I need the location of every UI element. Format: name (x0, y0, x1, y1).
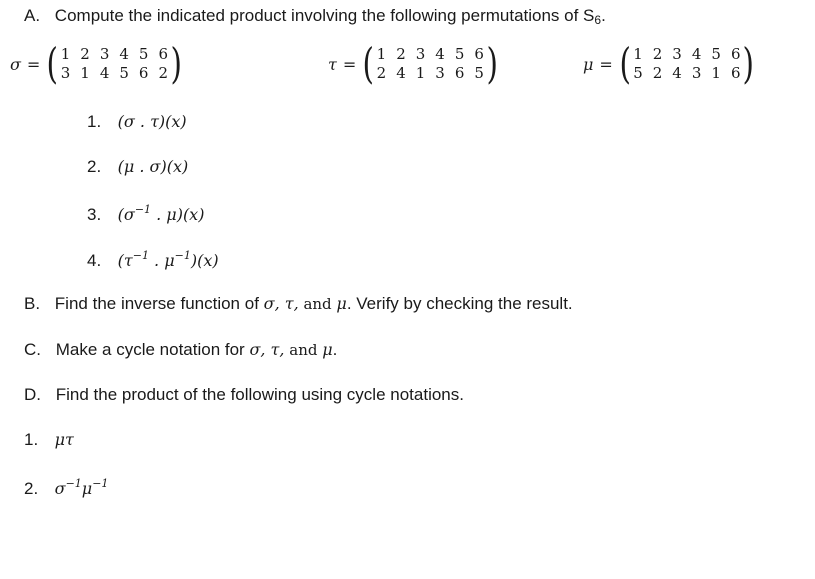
d-item-2 (24, 477, 108, 499)
section-c-tail: . (332, 340, 338, 359)
section-b-and: and (298, 295, 337, 313)
a-item-expression: (σ . τ)(x) (117, 112, 187, 131)
cell: 3 (99, 45, 110, 63)
tau-symbol: τ (328, 54, 337, 74)
permutation-tau (328, 39, 500, 88)
cell: 4 (435, 45, 445, 63)
cell: 6 (730, 45, 741, 63)
cell: 1 (711, 64, 721, 82)
section-b-math: σ, τ, (263, 294, 299, 313)
cell: 4 (672, 64, 682, 82)
mu-matrix (633, 45, 740, 83)
section-d (24, 385, 464, 405)
right-paren: ) (486, 39, 498, 88)
cell: 2 (652, 45, 663, 63)
section-c-text: Make a cycle notation for (55, 340, 250, 359)
section-d-label: D. (24, 385, 41, 404)
superscript: −1 (92, 477, 109, 490)
cell: 5 (454, 45, 465, 63)
cell: 2 (80, 45, 90, 63)
cell: 4 (99, 64, 110, 82)
cell: 5 (633, 64, 643, 82)
section-a-label: A. (24, 6, 41, 25)
a-item-expression (118, 251, 219, 270)
right-paren: ) (170, 39, 182, 88)
section-b-tail: . Verify by checking the result. (346, 294, 573, 313)
cell: 2 (376, 64, 387, 82)
d-item-expression: μτ (54, 430, 74, 449)
cell: 1 (60, 45, 71, 63)
cell: 2 (652, 64, 663, 82)
section-d-text: Find the product of the following using cycle notations. (55, 385, 464, 404)
cell: 6 (158, 45, 168, 63)
mu-symbol: μ (583, 54, 594, 74)
cell: 6 (138, 64, 149, 82)
a-item-number: 1. (87, 112, 102, 131)
cell: 1 (633, 45, 643, 63)
section-b-math2: μ (336, 294, 347, 313)
tau-matrix (377, 45, 484, 83)
cell: 5 (711, 45, 721, 63)
cell: 6 (730, 64, 741, 82)
cell: 6 (474, 45, 484, 63)
a-item-expression: (μ . σ)(x) (117, 157, 189, 176)
section-c-math: σ, τ, (249, 340, 285, 359)
d-item-number: 1. (24, 430, 39, 449)
expr-part: (τ (117, 251, 133, 270)
section-c-math2: μ (322, 340, 333, 359)
section-a-tail: . (601, 6, 606, 25)
a-item-4 (87, 249, 219, 271)
section-b-label: B. (24, 294, 41, 313)
permutation-sigma (10, 39, 184, 88)
expr-part: (σ (117, 205, 135, 224)
d-item-number: 2. (24, 479, 39, 498)
a-item-number: 3. (87, 205, 102, 224)
sigma-equals: = (26, 54, 41, 74)
left-paren: ( (619, 39, 631, 88)
cell: 4 (119, 45, 129, 63)
a-item-expression (118, 205, 205, 224)
cell: 2 (158, 64, 168, 82)
cell: 5 (474, 64, 484, 82)
cell: 4 (396, 64, 406, 82)
section-c (24, 340, 337, 360)
sigma-matrix (61, 45, 168, 83)
cell: 2 (396, 45, 406, 63)
cell: 3 (435, 64, 445, 82)
expr-part: )(x) (190, 251, 219, 270)
cell: 1 (80, 64, 90, 82)
cell: 1 (376, 45, 387, 63)
expr-part: . μ (154, 251, 175, 270)
section-a-text: Compute the indicated product involving the following permutations of S (54, 6, 595, 25)
expr-part: . μ)(x) (156, 205, 205, 224)
cell: 5 (138, 45, 149, 63)
cell: 5 (119, 64, 129, 82)
section-c-label: C. (24, 340, 41, 359)
section-a-heading (24, 6, 606, 27)
left-paren: ( (362, 39, 375, 88)
section-b (24, 294, 573, 314)
cell: 3 (691, 64, 702, 82)
mu-equals: = (599, 54, 613, 74)
a-item-number: 4. (87, 251, 102, 270)
a-item-3 (87, 203, 204, 225)
left-paren: ( (46, 39, 59, 88)
permutation-mu (583, 39, 757, 88)
d-item-1 (24, 430, 74, 450)
superscript: −1 (134, 203, 152, 216)
sigma-symbol: σ (10, 54, 21, 74)
cell: 3 (415, 45, 426, 63)
superscript: −1 (174, 249, 191, 262)
cell: 3 (60, 64, 71, 82)
expr-part: μ (81, 479, 93, 498)
cell: 6 (454, 64, 465, 82)
section-c-and: and (284, 341, 323, 359)
superscript: −1 (132, 249, 149, 262)
d-item-expression (55, 479, 109, 498)
a-item-1 (87, 112, 187, 132)
expr-part: σ (54, 479, 66, 498)
a-item-2 (87, 157, 188, 177)
section-a-subscript: 6 (594, 13, 602, 27)
cell: 4 (691, 45, 702, 63)
section-b-text: Find the inverse function of (54, 294, 264, 313)
cell: 3 (672, 45, 682, 63)
right-paren: ) (742, 39, 755, 88)
cell: 1 (415, 64, 426, 82)
superscript: −1 (65, 477, 82, 490)
tau-equals: = (342, 54, 357, 74)
a-item-number: 2. (87, 157, 102, 176)
